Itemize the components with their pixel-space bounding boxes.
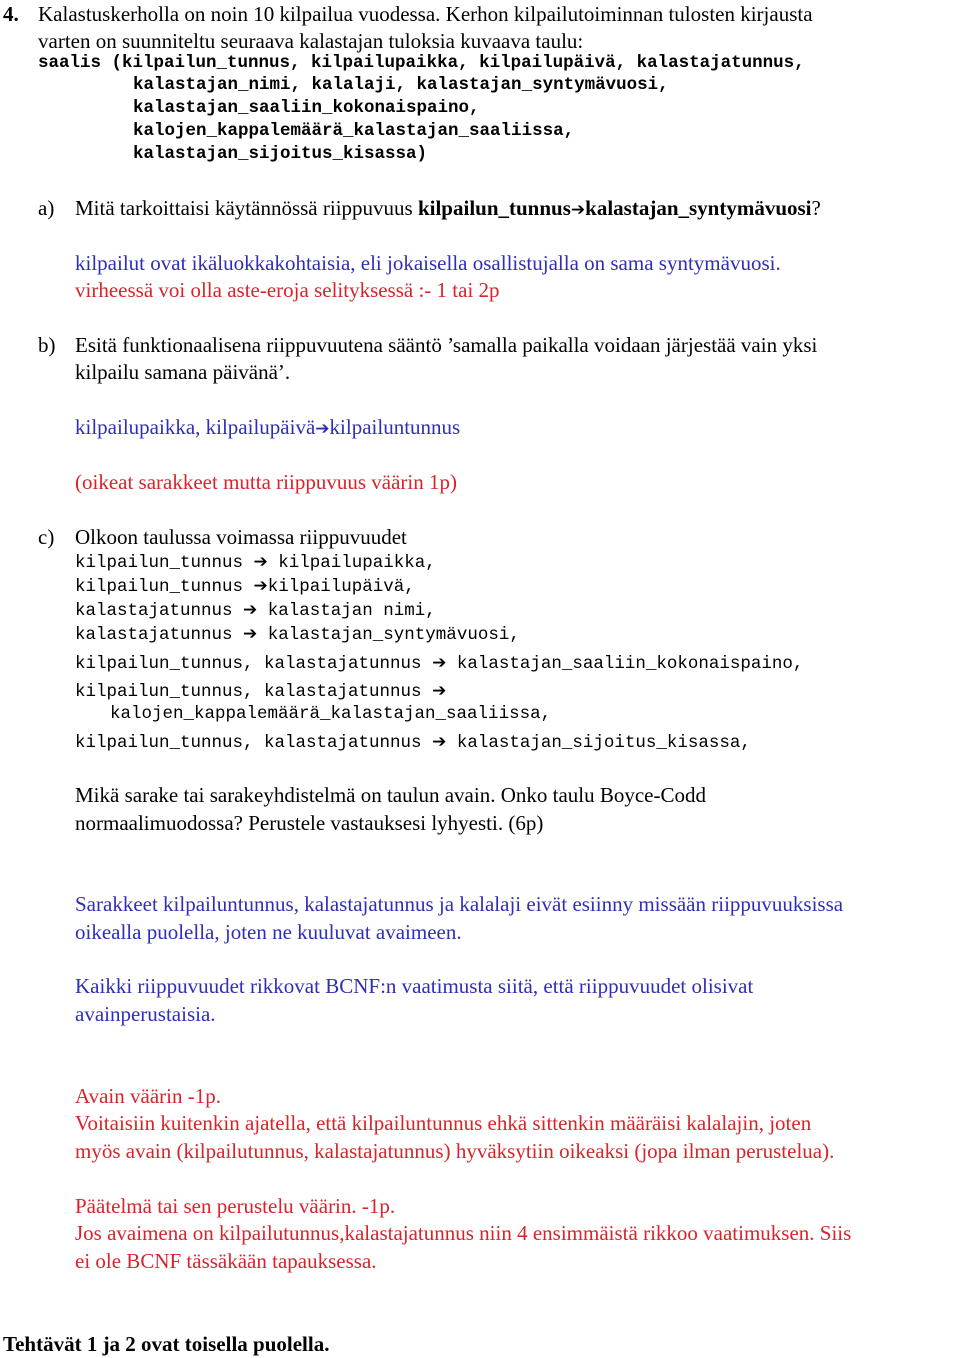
- part-c-answer-2-line-2: avainperustaisia.: [75, 1002, 216, 1026]
- schema-line-3: kalastajan_saaliin_kokonaispaino,: [133, 98, 480, 118]
- dependency-3: [75, 598, 436, 623]
- dependency-1: [75, 550, 436, 575]
- dependency-left: kilpailun_tunnus, kalastajatunnus: [75, 733, 433, 753]
- part-c-grading-1-line-2: Voitaisiin kuitenkin ajatella, että kilpailuntunnus ehkä sittenkin määräisi kalalajin, joten: [75, 1111, 812, 1135]
- schema-line-2: kalastajan_nimi, kalalaji, kalastajan_syntymävuosi,: [133, 75, 669, 95]
- part-b-answer: [75, 413, 460, 443]
- dependency-right: kilpailupäivä,: [267, 577, 415, 597]
- arrow-icon: ➔: [570, 200, 586, 220]
- part-c-grading-2-line-1: Päätelmä tai sen perustelu väärin. -1p.: [75, 1194, 396, 1218]
- part-a-question-text: Mitä tarkoittaisi käytännössä riippuvuus: [75, 196, 418, 220]
- schema-line-1: saalis (kilpailun_tunnus, kilpailupaikka, kilpailupäivä, kalastajatunnus,: [38, 53, 805, 73]
- dependency-right: kalastajan_sijoitus_kisassa,: [446, 733, 751, 753]
- dependency-right: kalastajan nimi,: [257, 601, 436, 621]
- part-a-question: [75, 194, 821, 224]
- part-b-question-line-2: kilpailu samana päivänä’.: [75, 360, 291, 384]
- schema-line-4: kalojen_kappalemäärä_kalastajan_saaliissa,: [133, 121, 575, 141]
- part-c-question-line-1: Mikä sarake tai sarakeyhdistelmä on taulun avain. Onko taulu Boyce-Codd: [75, 783, 706, 807]
- intro-line-2: varten on suunniteltu seuraava kalastajan tuloksia kuvaava taulu:: [38, 29, 584, 53]
- part-a-dep-right: kalastajan_syntymävuosi: [585, 196, 812, 220]
- dependency-left: kilpailun_tunnus: [75, 577, 254, 597]
- part-a-dep-left: kilpailun_tunnus: [417, 196, 571, 220]
- part-c-grading-1-line-1: Avain väärin -1p.: [75, 1084, 221, 1108]
- part-c-intro: Olkoon taulussa voimassa riippuvuudet: [75, 525, 407, 549]
- arrow-icon: ➔: [432, 732, 447, 752]
- part-c-grading-1-line-3: myös avain (kilpailutunnus, kalastajatunnus) hyväksytiin oikeaksi (jopa ilman perustelua).: [75, 1139, 835, 1163]
- arrow-icon: ➔: [253, 576, 268, 596]
- part-c-answer-2-line-1: Kaikki riippuvuudet rikkovat BCNF:n vaatimusta siitä, että riippuvuudet olisivat: [75, 974, 754, 998]
- part-a-label: a): [38, 196, 55, 220]
- arrow-icon: ➔: [432, 653, 447, 673]
- part-c-label: c): [38, 525, 55, 549]
- dependency-right: kalastajan_syntymävuosi,: [257, 625, 520, 645]
- dependency-5: [75, 651, 803, 676]
- part-a-answer: kilpailut ovat ikäluokkakohtaisia, eli jokaisella osallistujalla on sama syntymävuosi.: [75, 251, 781, 275]
- part-b-answer-left: kilpailupaikka, kilpailupäivä: [75, 415, 316, 439]
- question-number: 4.: [3, 2, 19, 26]
- part-b-question-line-1: Esitä funktionaalisena riippuvuutena sääntö ’samalla paikalla voidaan järjestää vain yksi: [75, 333, 818, 357]
- dependency-6-continuation: kalojen_kappalemäärä_kalastajan_saaliissa,: [110, 704, 552, 724]
- dependency-left: kilpailun_tunnus, kalastajatunnus: [75, 654, 433, 674]
- part-c-question-line-2: normaalimuodossa? Perustele vastauksesi lyhyesti. (6p): [75, 811, 544, 835]
- arrow-icon: ➔: [253, 552, 268, 572]
- dependency-right: kalastajan_saaliin_kokonaispaino,: [446, 654, 804, 674]
- dependency-4: [75, 622, 520, 647]
- arrow-icon: ➔: [432, 681, 447, 701]
- dependency-left: kalastajatunnus: [75, 601, 244, 621]
- part-c-grading-2-line-3: ei ole BCNF tässäkään tapauksessa.: [75, 1249, 377, 1273]
- arrow-icon: ➔: [243, 600, 258, 620]
- part-a-question-end: ?: [811, 196, 821, 220]
- intro-line-1: Kalastuskerholla on noin 10 kilpailua vuodessa. Kerhon kilpailutoiminnan tulosten kirjausta: [38, 2, 813, 26]
- part-c-answer-1-line-1: Sarakkeet kilpailuntunnus, kalastajatunnus ja kalalaji eivät esiinny missään riippuvuuksissa: [75, 892, 844, 916]
- part-b-grading: (oikeat sarakkeet mutta riippuvuus väärin 1p): [75, 470, 457, 494]
- footer-note: Tehtävät 1 ja 2 ovat toisella puolella.: [3, 1332, 330, 1356]
- part-b-label: b): [38, 333, 56, 357]
- dependency-left: kilpailun_tunnus, kalastajatunnus: [75, 682, 433, 702]
- dependency-left: kalastajatunnus: [75, 625, 244, 645]
- dependency-7: [75, 730, 751, 755]
- arrow-icon: ➔: [243, 624, 258, 644]
- arrow-icon: ➔: [315, 419, 330, 439]
- schema-line-5: kalastajan_sijoitus_kisassa): [133, 144, 428, 164]
- part-b-answer-right: kilpailuntunnus: [329, 415, 461, 439]
- part-c-answer-1-line-2: oikealla puolella, joten ne kuuluvat avaimeen.: [75, 920, 462, 944]
- dependency-2: [75, 574, 415, 599]
- dependency-left: kilpailun_tunnus: [75, 553, 254, 573]
- dependency-right: kilpailupaikka,: [267, 553, 436, 573]
- dependency-6: [75, 679, 446, 704]
- part-a-grading: virheessä voi olla aste-eroja selityksessä :- 1 tai 2p: [75, 278, 500, 302]
- part-c-grading-2-line-2: Jos avaimena on kilpailutunnus,kalastajatunnus niin 4 ensimmäistä rikkoo vaatimuksen. Siis: [75, 1221, 852, 1245]
